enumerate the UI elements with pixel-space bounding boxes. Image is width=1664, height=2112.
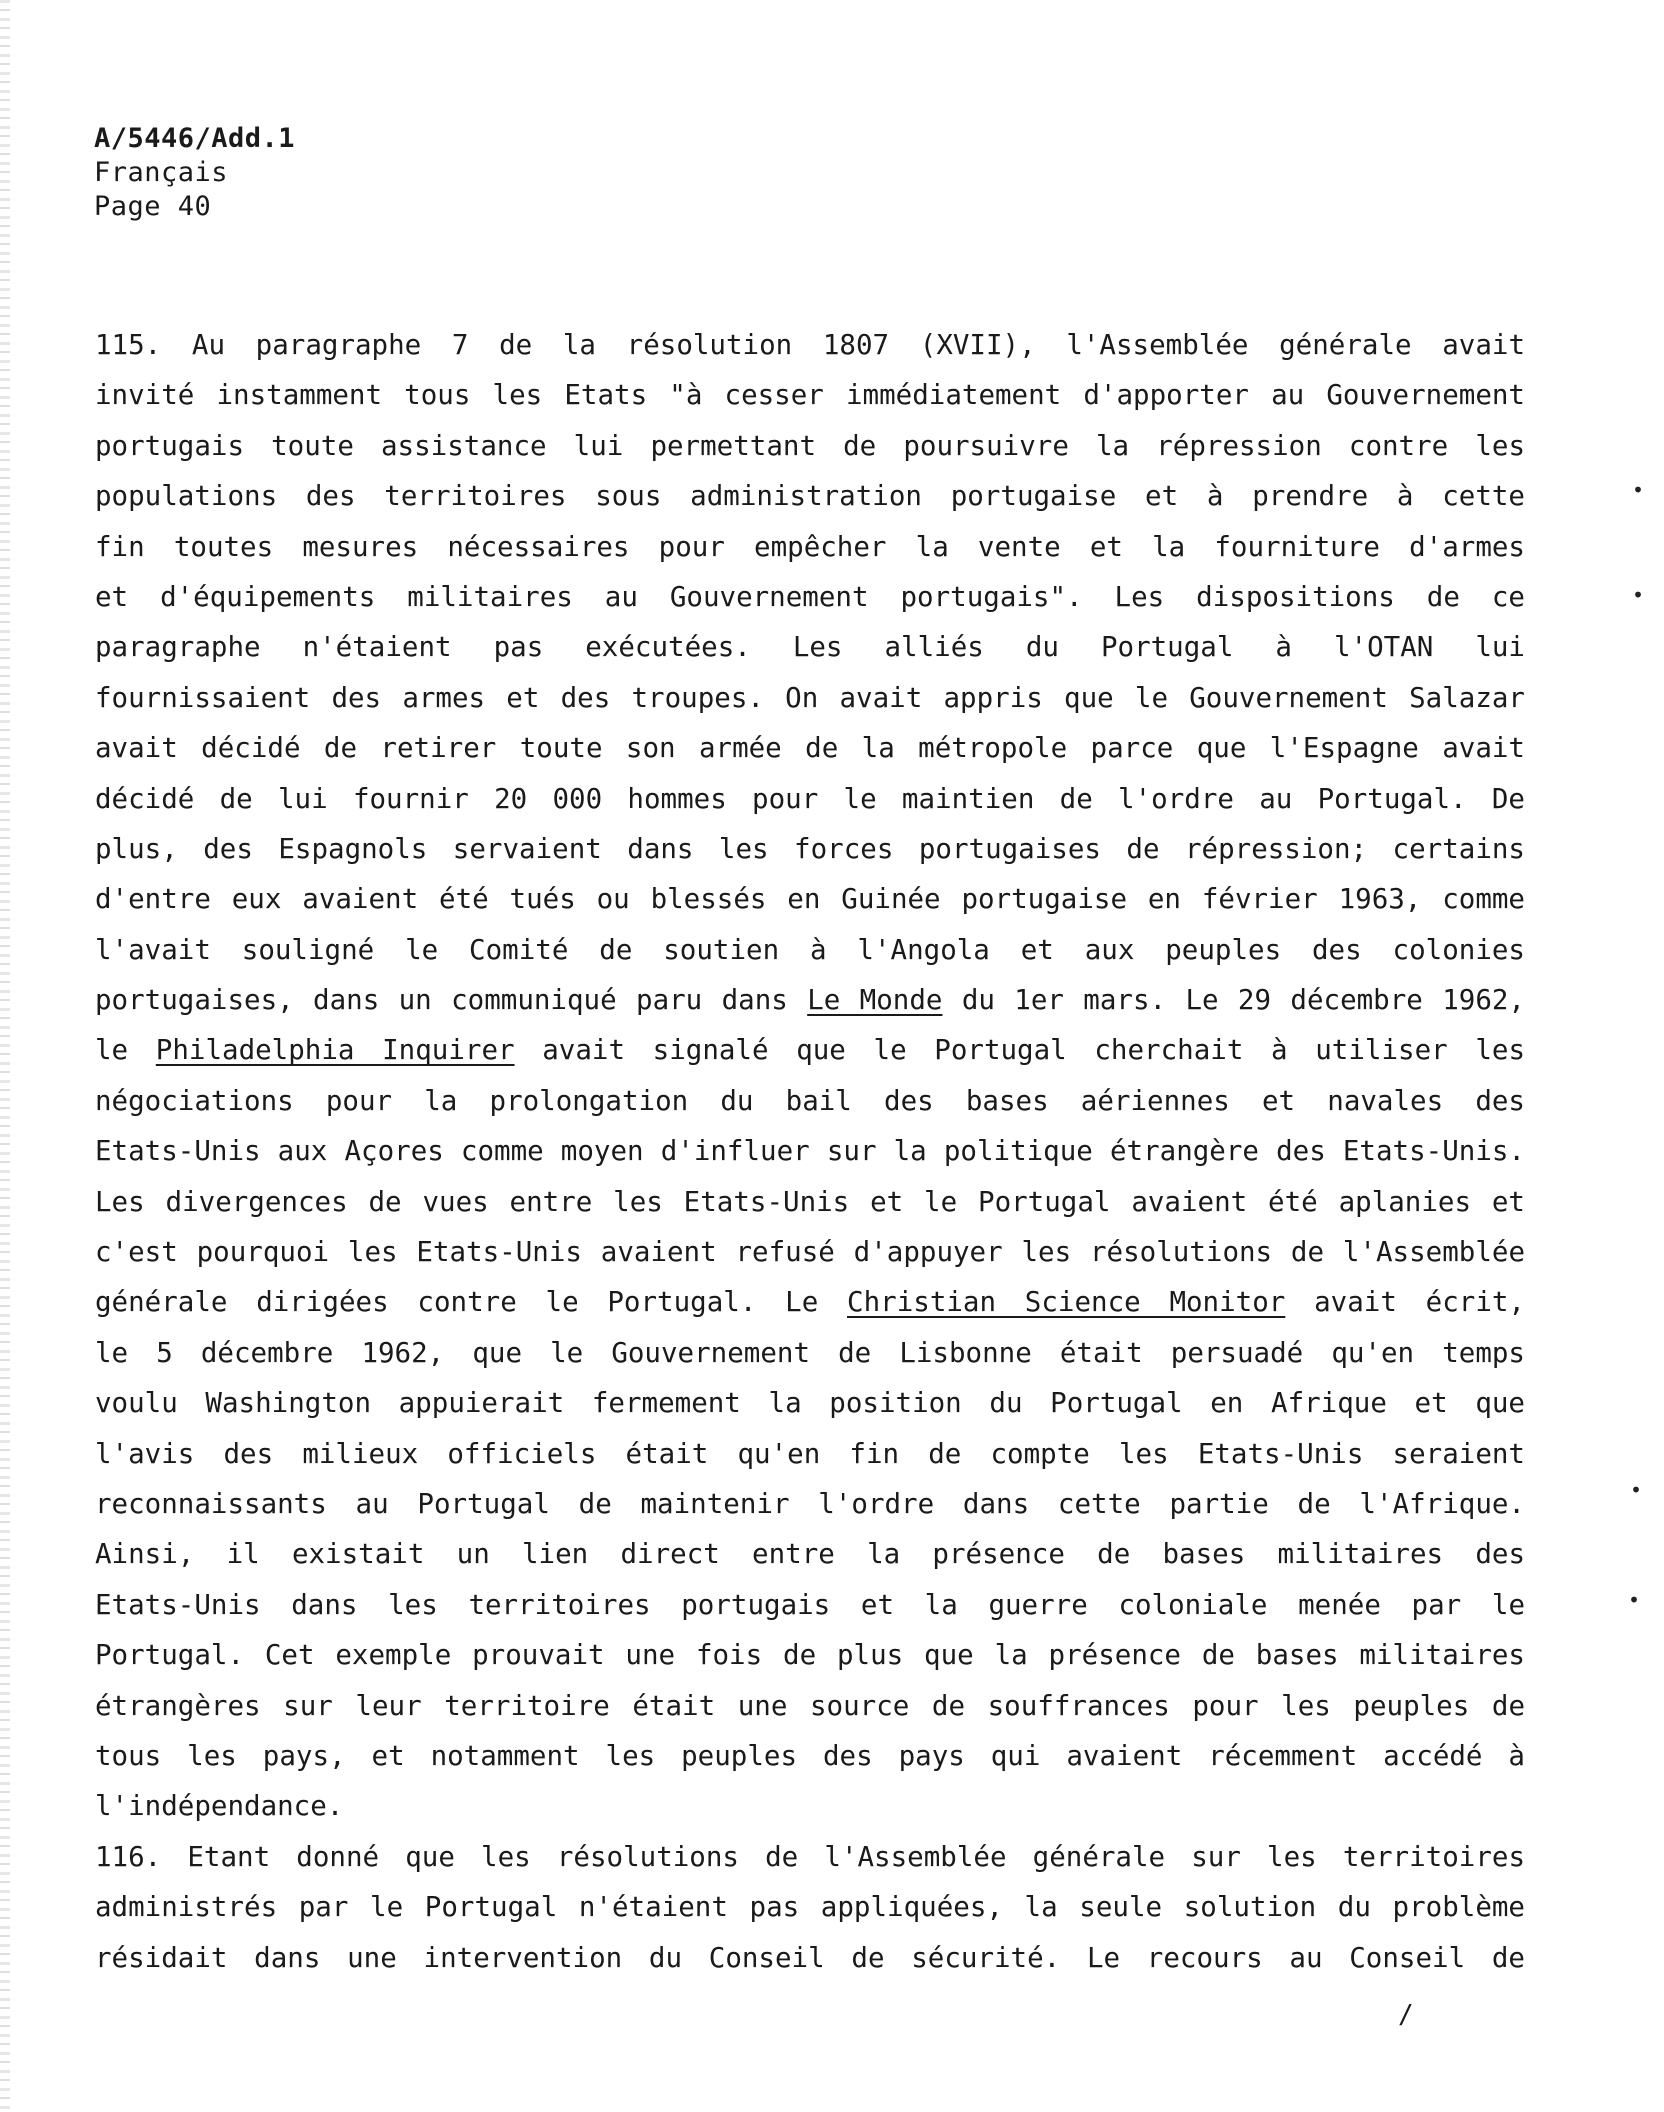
- document-language: Français: [94, 157, 229, 188]
- text-line: paragraphe n'étaient pas exécutées. Les alliés du Portugal à l'OTAN lui: [95, 631, 1525, 664]
- newspaper-title-le-monde: Le Monde: [807, 984, 943, 1017]
- text-line: l'indépendance.: [95, 1790, 344, 1823]
- document-header: [94, 122, 295, 224]
- text-line: invité instamment tous les Etats "à cesser immédiatement d'apporter au Gouvernement: [95, 379, 1525, 412]
- page-number: Page 40: [94, 191, 212, 222]
- text-line: le 5 décembre 1962, que le Gouvernement de Lisbonne était persuadé qu'en temps: [95, 1336, 1525, 1369]
- text-line: Les divergences de vues entre les Etats-Unis et le Portugal avaient été aplanies et: [95, 1185, 1525, 1218]
- text-line: fin toutes mesures nécessaires pour empêcher la vente et la fourniture d'armes: [95, 530, 1525, 563]
- margin-dot-artifact: •: [1630, 1478, 1643, 1502]
- text-line: d'entre eux avaient été tués ou blessés en Guinée portugaise en février 1963, comme: [95, 883, 1525, 916]
- margin-dot-artifact: •: [1628, 1588, 1641, 1612]
- text-fragment: avait écrit,: [1314, 1286, 1525, 1319]
- text-line: 116. Etant donné que les résolutions de l'Assemblée générale sur les territoires: [95, 1840, 1525, 1873]
- text-fragment: générale dirigées contre le Portugal. Le: [95, 1286, 819, 1319]
- text-line: étrangères sur leur territoire était une source de souffrances pour les peuples de: [95, 1689, 1525, 1722]
- text-line: Etats-Unis dans les territoires portugais et la guerre coloniale menée par le: [95, 1588, 1525, 1621]
- text-fragment: portugaises, dans un communiqué paru dans: [95, 984, 788, 1017]
- text-line: [95, 1277, 1525, 1327]
- document-symbol: A/5446/Add.1: [94, 123, 296, 154]
- text-line: décidé de lui fournir 20 000 hommes pour le maintien de l'ordre au Portugal. De: [95, 782, 1525, 815]
- scan-edge-artifact: [0, 0, 10, 2112]
- continuation-mark: /: [1398, 2000, 1414, 2030]
- text-line: Etats-Unis aux Açores comme moyen d'influer sur la politique étrangère des Etats-Unis.: [95, 1135, 1525, 1168]
- paragraph-115: [95, 320, 1525, 1832]
- text-line: [95, 1025, 1525, 1075]
- text-line: c'est pourquoi les Etats-Unis avaient refusé d'appuyer les résolutions de l'Assemblée: [95, 1236, 1525, 1269]
- text-line: 115. Au paragraphe 7 de la résolution 1807 (XVII), l'Assemblée générale avait: [95, 329, 1525, 361]
- body-text: [95, 320, 1525, 1983]
- text-line: [95, 975, 1525, 1025]
- text-line: Portugal. Cet exemple prouvait une fois de plus que la présence de bases militaires: [95, 1639, 1525, 1672]
- text-line: fournissaient des armes et des troupes. On avait appris que le Gouvernement Salazar: [95, 681, 1525, 714]
- text-line: l'avis des milieux officiels était qu'en fin de compte les Etats-Unis seraient: [95, 1437, 1525, 1470]
- text-line: avait décidé de retirer toute son armée de la métropole parce que l'Espagne avait: [95, 732, 1525, 765]
- text-line: plus, des Espagnols servaient dans les forces portugaises de répression; certains: [95, 832, 1525, 865]
- text-line: tous les pays, et notamment les peuples des pays qui avaient récemment accédé à: [95, 1739, 1525, 1772]
- text-line: reconnaissants au Portugal de maintenir l'ordre dans cette partie de l'Afrique.: [95, 1487, 1525, 1520]
- text-line: administrés par le Portugal n'étaient pas appliquées, la seule solution du problème: [95, 1891, 1525, 1924]
- newspaper-title-philadelphia-inquirer: Philadelphia Inquirer: [155, 1034, 515, 1067]
- text-line: l'avait souligné le Comité de soutien à l'Angola et aux peuples des colonies: [95, 933, 1525, 966]
- text-line: populations des territoires sous administration portugaise et à prendre à cette: [95, 480, 1525, 513]
- paragraph-116: [95, 1832, 1525, 1983]
- text-line: voulu Washington appuierait fermement la position du Portugal en Afrique et que: [95, 1387, 1525, 1420]
- margin-dot-artifact: •: [1632, 583, 1645, 607]
- text-fragment: avait signalé que le Portugal cherchait à utiliser les: [542, 1034, 1526, 1067]
- text-line: négociations pour la prolongation du bail des bases aériennes et navales des: [95, 1084, 1525, 1117]
- text-fragment: du 1er mars. Le 29 décembre 1962,: [961, 984, 1525, 1017]
- text-line: et d'équipements militaires au Gouvernement portugais". Les dispositions de ce: [95, 580, 1525, 613]
- margin-dot-artifact: •: [1632, 478, 1645, 502]
- text-line: Ainsi, il existait un lien direct entre la présence de bases militaires des: [95, 1538, 1525, 1571]
- text-line: portugais toute assistance lui permettant de poursuivre la répression contre les: [95, 429, 1525, 462]
- text-fragment: le: [95, 1034, 129, 1067]
- newspaper-title-christian-science-monitor: Christian Science Monitor: [847, 1286, 1286, 1319]
- text-line: résidait dans une intervention du Conseil de sécurité. Le recours au Conseil de: [95, 1941, 1525, 1974]
